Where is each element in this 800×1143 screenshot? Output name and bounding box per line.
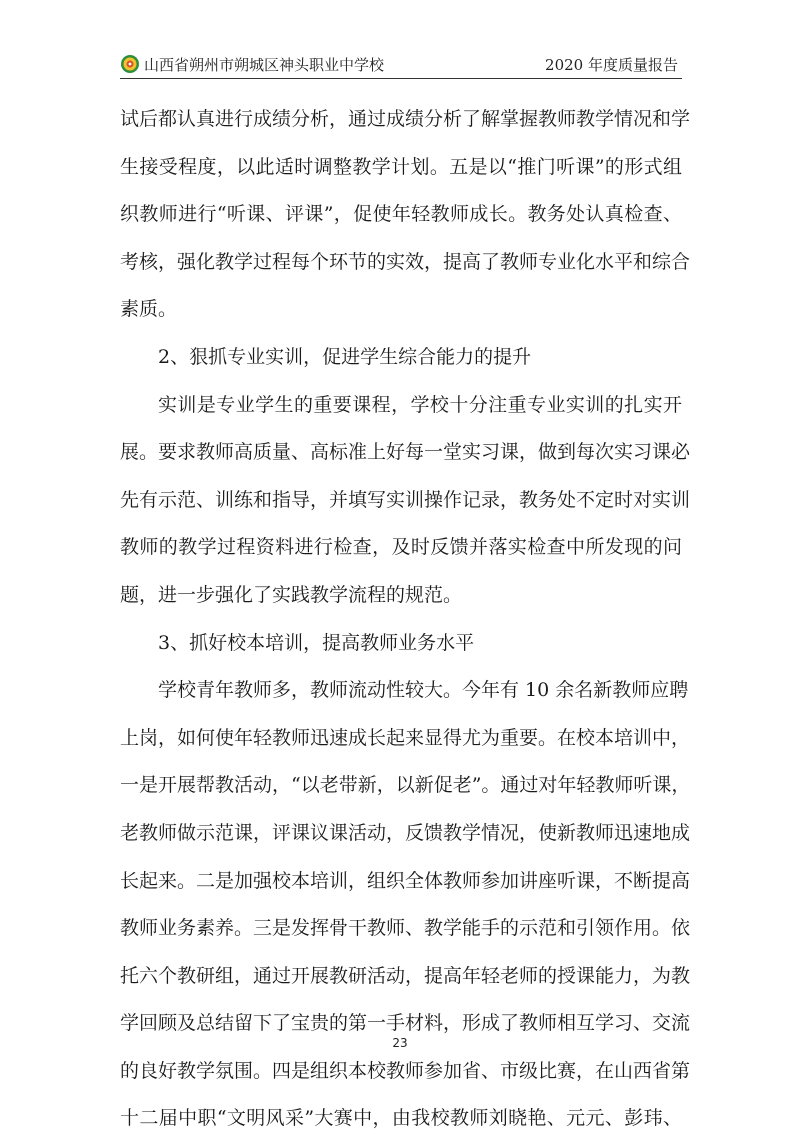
- text-line: 十二届中职“文明风采”大赛中，由我校教师刘晓艳、元元、彭玮、: [120, 1107, 682, 1130]
- text-line: 实训是专业学生的重要课程，学校十分注重专业实训的扎实开: [158, 393, 682, 416]
- text-line: 上岗，如何使年轻教师迅速成长起来显得尤为重要。在校本培训中，: [120, 726, 691, 749]
- text-line: 老教师做示范课，评课议课活动，反馈教学情况，使新教师迅速地成: [120, 821, 691, 844]
- text-line: 的良好教学氛围。四是组织本校教师参加省、市级比赛，在山西省第: [120, 1059, 691, 1082]
- report-title: 2020 年度质量报告: [545, 56, 678, 74]
- text-line: 学回顾及总结留下了宝贵的第一手材料，形成了教师相互学习、交流: [120, 1012, 691, 1035]
- text-line: 教师的教学过程资料进行检查，及时反馈并落实检查中所发现的问: [120, 536, 682, 559]
- text-line: 素质。: [120, 298, 178, 321]
- section-heading: 3、抓好校本培训，提高教师业务水平: [158, 631, 475, 654]
- school-name: 山西省朔州市朔城区神头职业中学校: [144, 56, 385, 74]
- section-heading: 2、狠抓专业实训，促进学生综合能力的提升: [158, 345, 532, 368]
- text-line: 学校青年教师多，教师流动性较大。今年有 10 余名新教师应聘: [158, 679, 689, 702]
- text-line: 展。要求教师高质量、高标准上好每一堂实习课，做到每次实习课必: [120, 441, 691, 464]
- page-number: 23: [392, 1036, 408, 1050]
- text-line: 题，进一步强化了实践教学流程的规范。: [120, 583, 463, 606]
- text-line: 托六个教研组，通过开展教研活动，提高年轻老师的授课能力，为教: [120, 964, 691, 987]
- text-line: 考核，强化教学过程每个环节的实效，提高了教师专业化水平和综合: [120, 250, 691, 273]
- text-line: 先有示范、训练和指导，并填写实训操作记录，教务处不定时对实训: [120, 488, 691, 511]
- school-logo-icon: [120, 54, 140, 74]
- text-line: 一是开展帮教活动，“以老带新，以新促老”。通过对年轻教师听课，: [120, 774, 691, 797]
- text-line: 织教师进行“听课、评课”，促使年轻教师成长。教务处认真检查、: [120, 203, 682, 226]
- text-line: 试后都认真进行成绩分析，通过成绩分析了解掌握教师教学情况和学: [120, 108, 691, 130]
- text-line: 生接受程度，以此适时调整教学计划。五是以“推门听课”的形式组: [120, 155, 682, 178]
- text-line: 教师业务素养。三是发挥骨干教师、教学能手的示范和引领作用。依: [120, 917, 691, 940]
- page-header: [120, 52, 682, 79]
- document-body: [120, 96, 691, 1143]
- text-line: 长起来。二是加强校本培训，组织全体教师参加讲座听课，不断提高: [120, 869, 691, 892]
